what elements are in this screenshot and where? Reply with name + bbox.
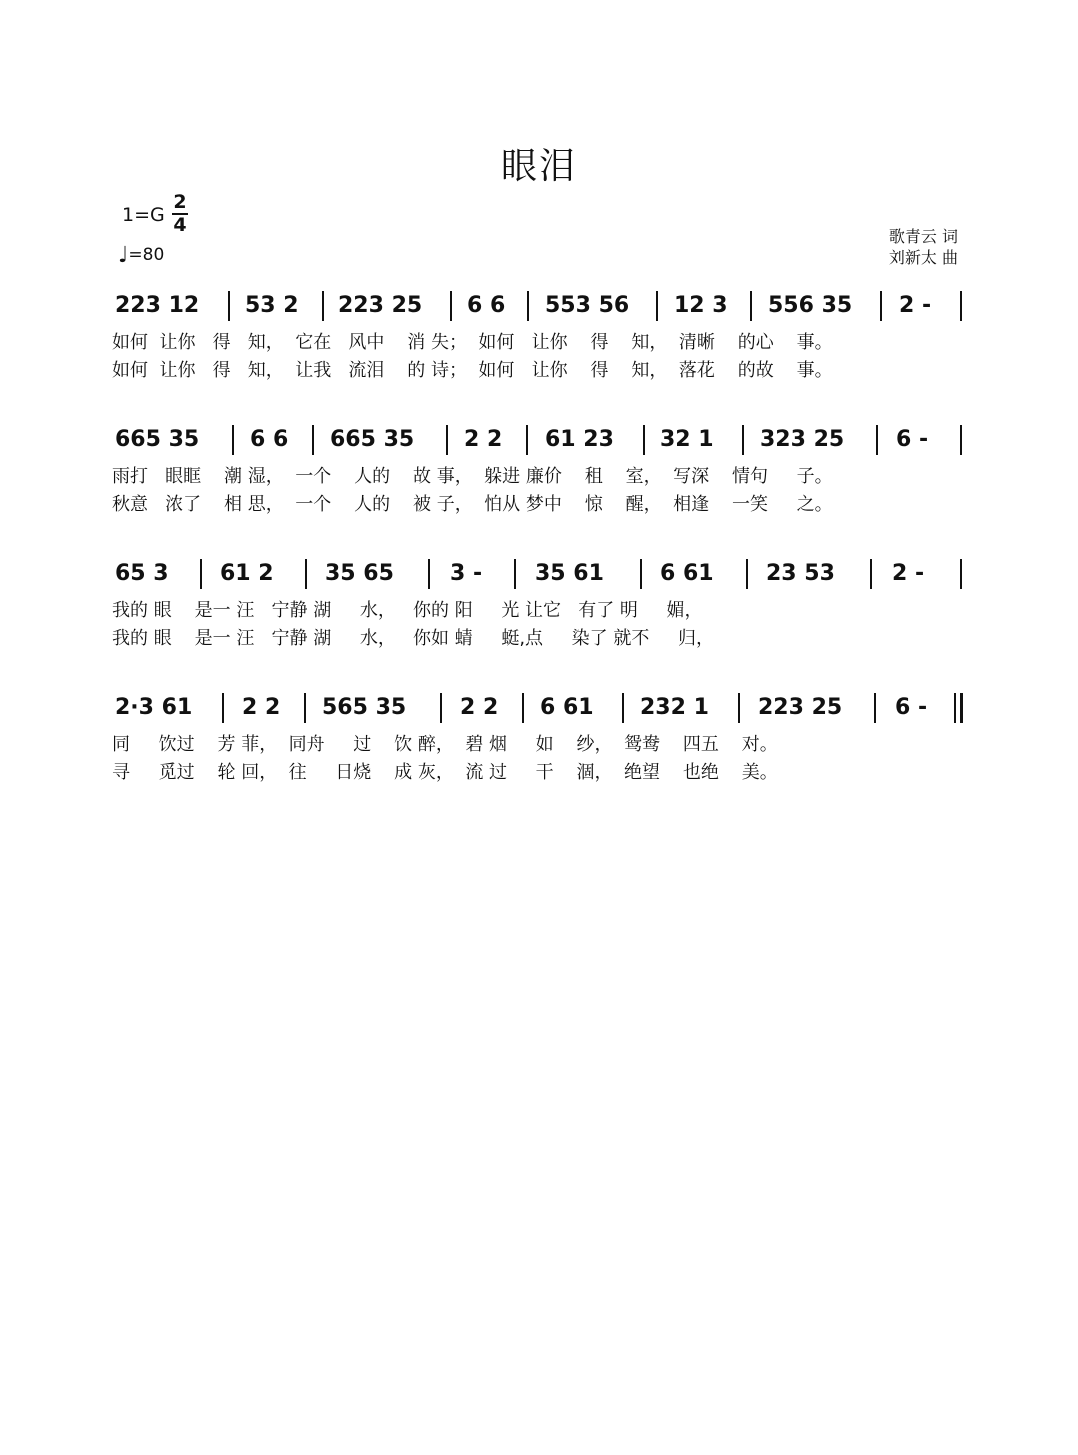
measure: 6 - [896, 427, 929, 452]
measure: 2 2 [464, 427, 503, 452]
barline [870, 559, 872, 589]
final-barline [960, 693, 963, 723]
measure: 565 35 [322, 695, 407, 720]
measure: 223 25 [338, 293, 423, 318]
measure: 6 - [895, 695, 928, 720]
barline [228, 291, 230, 321]
tempo-value: =80 [128, 245, 165, 265]
measure: 553 56 [545, 293, 630, 318]
lyric-line: 我的 眼 是一 汪 宁静 湖 水， 你的 阳 光 让它 有了 明 媚， [112, 600, 703, 621]
barline [880, 291, 882, 321]
measure: 6 61 [660, 561, 714, 586]
notation-row-1 [110, 291, 970, 321]
barline [527, 291, 529, 321]
measure: 35 65 [325, 561, 394, 586]
time-numerator: 2 [173, 191, 187, 213]
barline [960, 291, 962, 321]
lyric-line: 秋意 浓了 相 思， 一个 人的 被 子， 怕从 梦中 惊 醒， 相逢 一笑 之。 [112, 494, 833, 515]
measure: 223 12 [115, 293, 200, 318]
measure: 232 1 [640, 695, 709, 720]
measure: 2·3 61 [115, 695, 193, 720]
measure: 323 25 [760, 427, 845, 452]
lyric-line: 如何 让你 得 知， 让我 流泪 的 诗； 如何 让你 得 知， 落花 的故 事。 [112, 360, 833, 381]
lyricist-credit: 歌青云 词 [888, 227, 958, 246]
barline [750, 291, 752, 321]
barline [526, 425, 528, 455]
quarter-note-icon: ♩ [118, 243, 129, 268]
barline [643, 425, 645, 455]
notation-row-4 [110, 693, 970, 723]
barline [742, 425, 744, 455]
measure: 665 35 [330, 427, 415, 452]
barline [450, 291, 452, 321]
measure: 32 1 [660, 427, 714, 452]
barline [746, 559, 748, 589]
barline [232, 425, 234, 455]
barline [440, 693, 442, 723]
measure: 223 25 [758, 695, 843, 720]
barline [522, 693, 524, 723]
barline [222, 693, 224, 723]
measure: 3 - [450, 561, 483, 586]
notation-row-3 [110, 559, 970, 589]
barline [960, 559, 962, 589]
lyric-line: 我的 眼 是一 汪 宁静 湖 水， 你如 蜻 蜓,点 染了 就不 归， [112, 628, 714, 649]
barline [738, 693, 740, 723]
barline [874, 693, 876, 723]
lyric-line: 寻 觅过 轮 回， 往 日烧 成 灰， 流 过 干 涸， 绝望 也绝 美。 [112, 762, 778, 783]
lyric-line: 如何 让你 得 知， 它在 风中 消 失； 如何 让你 得 知， 清晰 的心 事。 [112, 332, 833, 353]
lyric-line: 同 饮过 芳 菲， 同舟 过 饮 醉， 碧 烟 如 纱， 鸳鸯 四五 对。 [112, 734, 778, 755]
measure: 6 61 [540, 695, 594, 720]
measure: 556 35 [768, 293, 853, 318]
measure: 665 35 [115, 427, 200, 452]
time-signature [172, 193, 188, 235]
measure: 23 53 [766, 561, 835, 586]
barline [640, 559, 642, 589]
barline [322, 291, 324, 321]
measure: 53 2 [245, 293, 299, 318]
barline [305, 559, 307, 589]
notation-row-2 [110, 425, 970, 455]
measure: 2 - [892, 561, 925, 586]
barline [446, 425, 448, 455]
barline [428, 559, 430, 589]
measure: 6 6 [467, 293, 506, 318]
measure: 61 23 [545, 427, 614, 452]
barline [656, 291, 658, 321]
measure: 2 2 [460, 695, 499, 720]
barline [304, 693, 306, 723]
song-title: 眼泪 [500, 146, 577, 187]
barline [960, 425, 962, 455]
barline [876, 425, 878, 455]
measure: 35 61 [535, 561, 604, 586]
lyric-line: 雨打 眼眶 潮 湿， 一个 人的 故 事， 躲进 廉价 租 室， 写深 情句 子。 [112, 466, 833, 487]
time-denominator: 4 [173, 214, 187, 236]
measure: 2 2 [242, 695, 281, 720]
barline [200, 559, 202, 589]
composer-credit: 刘新太 曲 [888, 248, 958, 267]
measure: 65 3 [115, 561, 169, 586]
key-signature: 1=G [122, 204, 165, 226]
barline [514, 559, 516, 589]
tempo-marking [118, 244, 164, 267]
measure: 12 3 [674, 293, 728, 318]
barline [312, 425, 314, 455]
barline [622, 693, 624, 723]
measure: 2 - [899, 293, 932, 318]
measure: 6 6 [250, 427, 289, 452]
measure: 61 2 [220, 561, 274, 586]
